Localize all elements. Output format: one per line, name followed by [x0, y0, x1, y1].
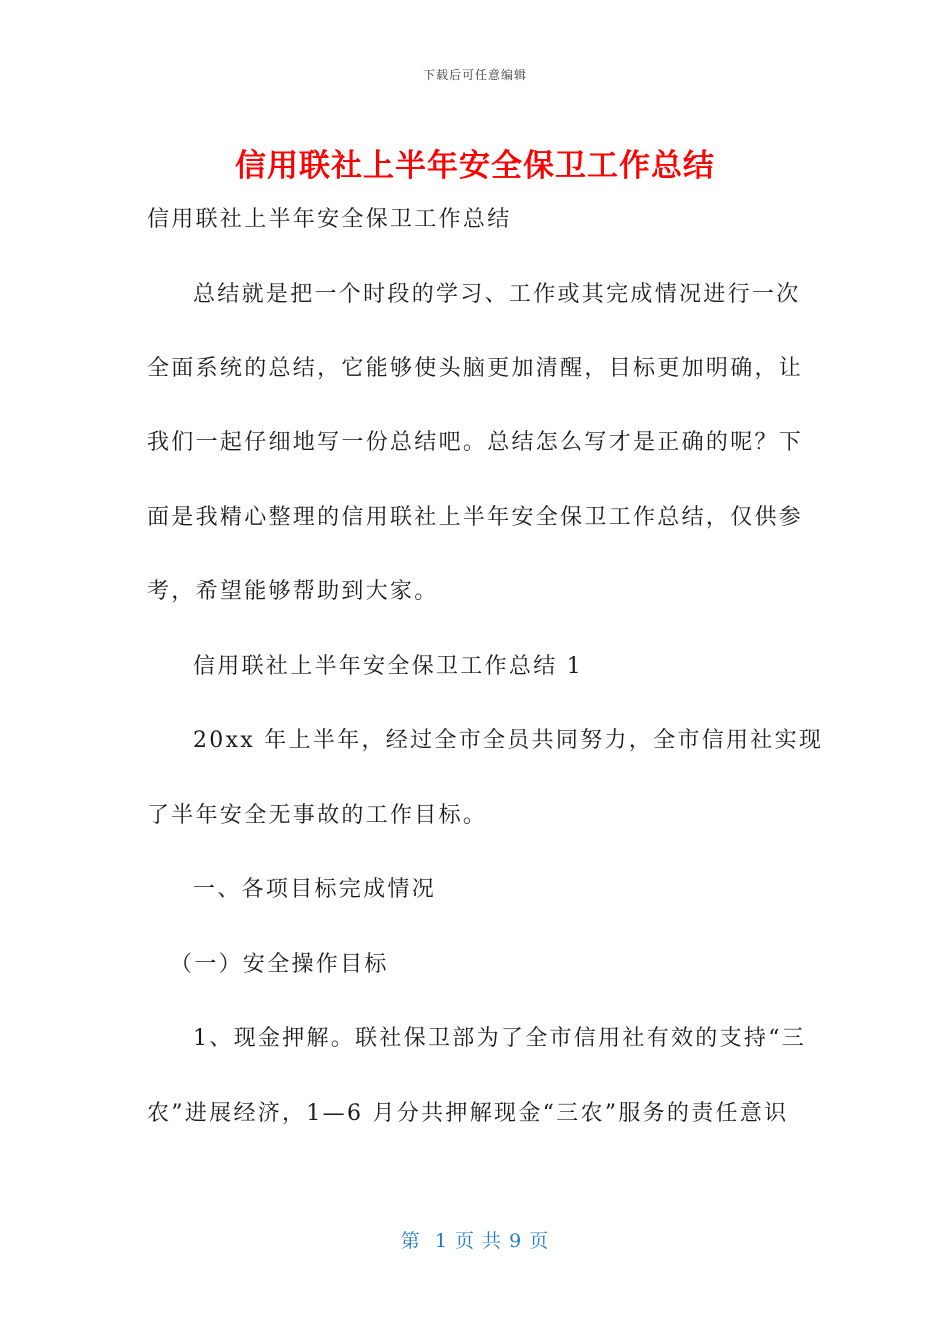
- page-number-footer: 第 1 页 共 9 页: [400, 1230, 550, 1252]
- body-line-8: 了半年安全无事故的工作目标。: [147, 803, 488, 828]
- body-line-4: 面是我精心整理的信用联社上半年安全保卫工作总结，仅供参: [147, 505, 804, 530]
- body-line-1: 总结就是把一个时段的学习、工作或其完成情况进行一次: [193, 282, 801, 307]
- subsection-heading-safety: （一）安全操作目标: [170, 952, 389, 977]
- section-heading-goals: 一、各项目标完成情况: [193, 877, 437, 902]
- body-line-7: 20xx 年上半年，经过全市全员共同努力，全市信用社实现: [193, 728, 824, 753]
- section-heading-summary-1: 信用联社上半年安全保卫工作总结 1: [193, 654, 584, 679]
- body-line-12: 农”进展经济，1—6 月分共押解现金“三农”服务的责任意识: [147, 1101, 789, 1126]
- document-title: 信用联社上半年安全保卫工作总结: [235, 148, 715, 184]
- body-line-3: 我们一起仔细地写一份总结吧。总结怎么写才是正确的呢？下: [147, 430, 804, 455]
- document-subtitle: 信用联社上半年安全保卫工作总结: [147, 207, 512, 232]
- body-line-5: 考，希望能够帮助到大家。: [147, 579, 439, 604]
- body-line-11: 1、现金押解。联社保卫部为了全市信用社有效的支持“三: [193, 1026, 807, 1051]
- page-header-note: 下载后可任意编辑: [422, 68, 527, 82]
- body-line-2: 全面系统的总结，它能够使头脑更加清醒，目标更加明确，让: [147, 356, 804, 381]
